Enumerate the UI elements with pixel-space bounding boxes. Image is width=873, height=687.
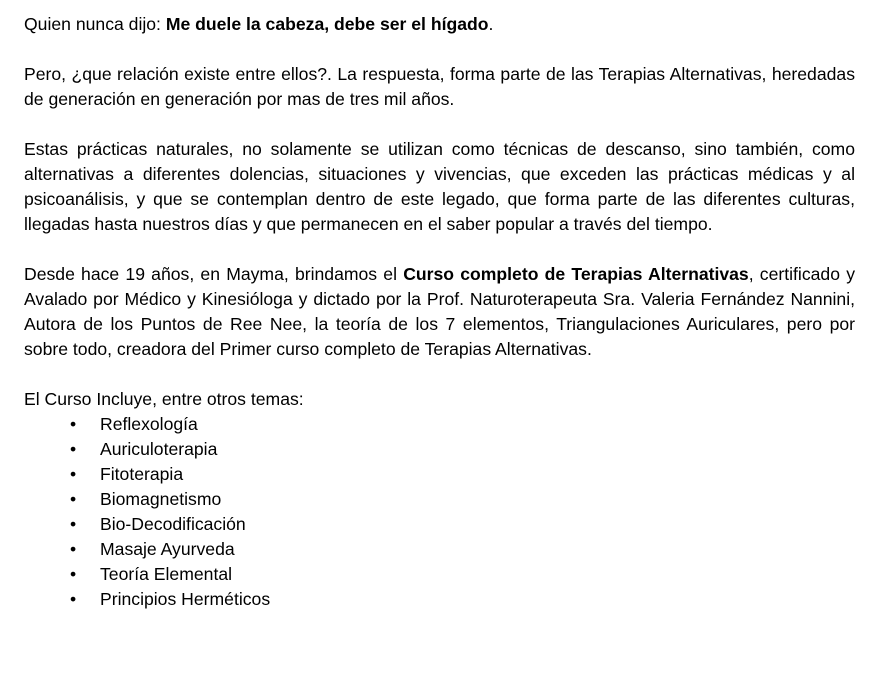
list-item [24, 487, 855, 512]
bullet-icon: • [70, 489, 77, 509]
practices-paragraph: Estas prácticas naturales, no solamente se utilizan como técnicas de descanso, sino también, como alternativas a diferentes dolencias, situaciones y vivencias, que exceden las prácticas médicas y al psicoanálisis, y que se contemplan dentro de este legado, que forma parte de las diferentes culturas, llegadas hasta nuestros días y que permanecen en el saber popular a través del tiempo. [24, 139, 855, 234]
topic-label: Fitoterapia [100, 464, 184, 484]
bullet-icon: • [70, 439, 77, 459]
topic-label: Reflexología [100, 414, 198, 434]
bullet-icon: • [70, 514, 77, 534]
intro-quote: Me duele la cabeza, debe ser el hígado [165, 14, 489, 34]
bullet-icon: • [70, 539, 77, 559]
intro-suffix: . [488, 14, 494, 34]
topic-label: Biomagnetismo [100, 489, 222, 509]
topics-list [24, 412, 855, 612]
course-prefix: Desde hace 19 años, en Mayma, brindamos el [24, 264, 404, 284]
topics-heading: El Curso Incluye, entre otros temas: [24, 389, 304, 409]
list-item [24, 412, 855, 437]
topic-label: Principios Herméticos [100, 589, 271, 609]
list-item [24, 512, 855, 537]
list-item [24, 437, 855, 462]
course-description: , certificado y Avalado por Médico y Kinesióloga y dictado por la Prof. Naturoterapeuta Sra. Valeria Fernández Nannini, Autora de los Puntos de Ree Nee, la teoría de los 7 elementos, Triangulaciones Auriculares, pero por sobre todo, creadora del Primer curso completo de Terapias Alternativas. [24, 264, 855, 359]
list-item [24, 562, 855, 587]
topic-label: Teoría Elemental [100, 564, 233, 584]
bullet-icon: • [70, 589, 77, 609]
document-body [24, 12, 855, 612]
relation-paragraph: Pero, ¿que relación existe entre ellos?. La respuesta, forma parte de las Terapias Alternativas, heredadas de generación en generación por mas de tres mil años. [24, 64, 855, 109]
bullet-icon: • [70, 464, 77, 484]
course-paragraph [24, 262, 855, 362]
bullet-icon: • [70, 564, 77, 584]
intro-prefix: Quien nunca dijo: [24, 14, 166, 34]
bullet-icon: • [70, 414, 77, 434]
intro-paragraph [24, 12, 855, 37]
topic-label: Auriculoterapia [100, 439, 218, 459]
topic-label: Bio-Decodificación [100, 514, 246, 534]
topic-label: Masaje Ayurveda [100, 539, 235, 559]
list-item [24, 587, 855, 612]
course-name: Curso completo de Terapias Alternativas [403, 264, 749, 284]
list-item [24, 537, 855, 562]
list-item [24, 462, 855, 487]
